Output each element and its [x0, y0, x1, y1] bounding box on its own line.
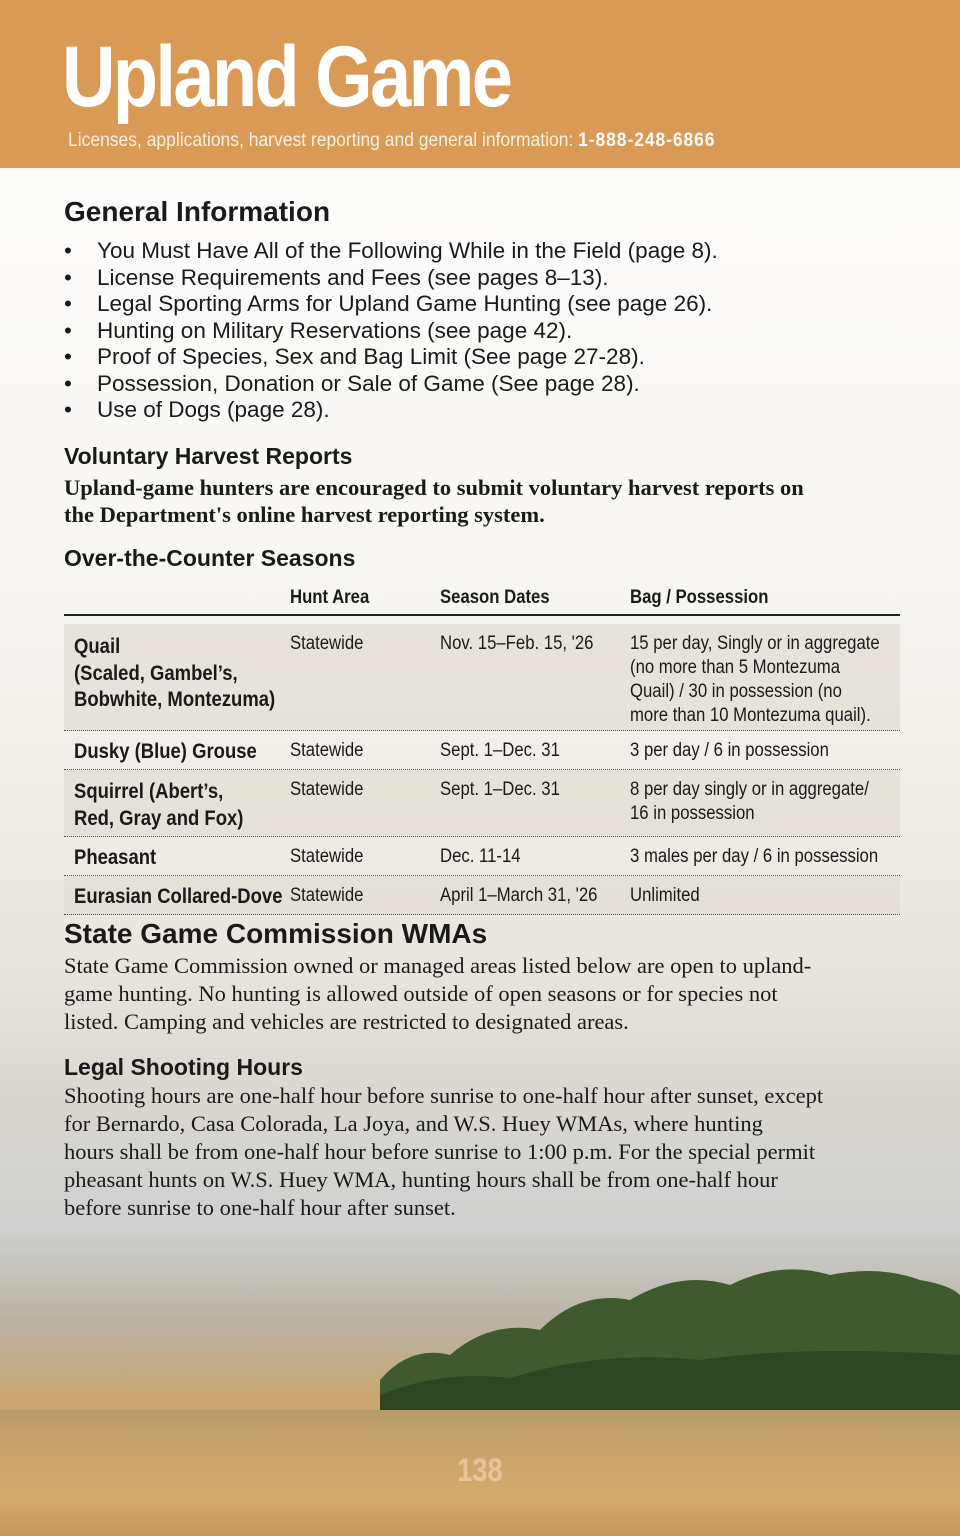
general-info-list	[64, 238, 900, 424]
species-pheasant: Pheasant	[74, 846, 157, 869]
page-title: Upland Game	[62, 29, 511, 125]
list-item: • Legal Sporting Arms for Upland Game Hunting (see page 26).	[64, 291, 713, 316]
treeline-illustration	[380, 1250, 960, 1420]
header-subtitle	[68, 130, 715, 152]
bullet-icon: •	[64, 238, 72, 263]
table-row	[64, 624, 900, 731]
voluntary-harvest-text: Upland-game hunters are encouraged to submit voluntary harvest reports on the Department's online harvest reporting system.	[64, 474, 804, 527]
table-row	[64, 770, 900, 837]
bullet-icon: •	[64, 264, 72, 290]
hunt-area-cell: Statewide	[290, 633, 364, 654]
shooting-hours-text: Shooting hours are one-half hour before sunrise to one-half hour after sunset, except for Bernardo, Casa Colorada, La Joya, and W.S. Huey WMAs, where hunting hours shall be from one-half hour before sunrise to 1:00 p.m. For the special permit pheasant hunts on W.S. Huey WMA, hunting hours shall be from one-half hour before sunrise to one-half hour after sunset.	[64, 1083, 824, 1220]
table-row	[64, 876, 900, 915]
bullet-icon: •	[64, 291, 72, 316]
bag-cell: 15 per day, Singly or in aggregate (no more than 5 Montezuma Quail) / 30 in possession (no more than 10 Montezuma quail).	[630, 633, 880, 726]
list-item: • You Must Have All of the Following While in the Field (page 8).	[64, 238, 718, 263]
season-dates-cell: April 1–March 31, '26	[440, 885, 598, 906]
wma-heading: State Game Commission WMAs	[64, 918, 488, 949]
bag-cell: Unlimited	[630, 885, 700, 906]
bullet-icon: •	[64, 370, 72, 396]
voluntary-harvest-heading: Voluntary Harvest Reports	[64, 442, 353, 469]
hunt-area-cell: Statewide	[290, 740, 364, 761]
season-dates-cell: Dec. 11-14	[440, 846, 521, 867]
shooting-hours-heading: Legal Shooting Hours	[64, 1054, 303, 1080]
wma-text: State Game Commission owned or managed areas listed below are open to upland- game hunting. No hunting is allowed outside of open seasons or for species not listed. Camping and vehicles are restricted to designated areas.	[64, 953, 812, 1034]
bullet-icon: •	[64, 317, 72, 343]
season-dates-cell: Sept. 1–Dec. 31	[440, 740, 560, 761]
column-header-hunt-area: Hunt Area	[290, 587, 370, 608]
bag-cell: 8 per day singly or in aggregate/ 16 in possession	[630, 779, 869, 824]
season-dates-cell: Sept. 1–Dec. 31	[440, 779, 560, 800]
bullet-icon: •	[64, 344, 72, 369]
species-squirrel: Squirrel (Abert’s, Red, Gray and Fox)	[74, 780, 244, 830]
table-row	[64, 837, 900, 876]
seasons-table	[64, 584, 900, 915]
season-dates-cell: Nov. 15–Feb. 15, '26	[440, 633, 594, 654]
main-content	[64, 196, 900, 572]
page-number: 138	[457, 1452, 503, 1488]
otc-seasons-heading: Over-the-Counter Seasons	[64, 544, 356, 571]
column-header-bag-possession: Bag / Possession	[630, 587, 769, 608]
page-header	[0, 0, 960, 168]
phone-number[interactable]: 1-888-248-6866	[578, 130, 716, 151]
list-item: • Possession, Donation or Sale of Game (See page 28).	[64, 370, 640, 396]
column-header-season-dates: Season Dates	[440, 587, 550, 608]
table-header-row	[64, 584, 900, 616]
bag-cell: 3 males per day / 6 in possession	[630, 846, 879, 867]
hunt-area-cell: Statewide	[290, 779, 364, 800]
list-item: • Proof of Species, Sex and Bag Limit (See page 27-28).	[64, 344, 645, 369]
bullet-icon: •	[64, 397, 72, 422]
species-quail: Quail (Scaled, Gambel’s, Bobwhite, Montezuma)	[74, 635, 276, 711]
list-item: • Use of Dogs (page 28).	[64, 397, 330, 422]
header-subtitle-text: Licenses, applications, harvest reporting and general information:	[68, 130, 574, 151]
bag-cell: 3 per day / 6 in possession	[630, 740, 829, 761]
general-info-heading: General Information	[64, 196, 331, 227]
species-collared-dove: Eurasian Collared-Dove	[74, 885, 283, 908]
list-item: • Hunting on Military Reservations (see page 42).	[64, 317, 573, 343]
hunt-area-cell: Statewide	[290, 846, 364, 867]
wma-section	[64, 918, 900, 1222]
list-item: • License Requirements and Fees (see pages 8–13).	[64, 264, 609, 290]
table-row	[64, 731, 900, 770]
hunt-area-cell: Statewide	[290, 885, 364, 906]
species-dusky-grouse: Dusky (Blue) Grouse	[74, 740, 257, 763]
